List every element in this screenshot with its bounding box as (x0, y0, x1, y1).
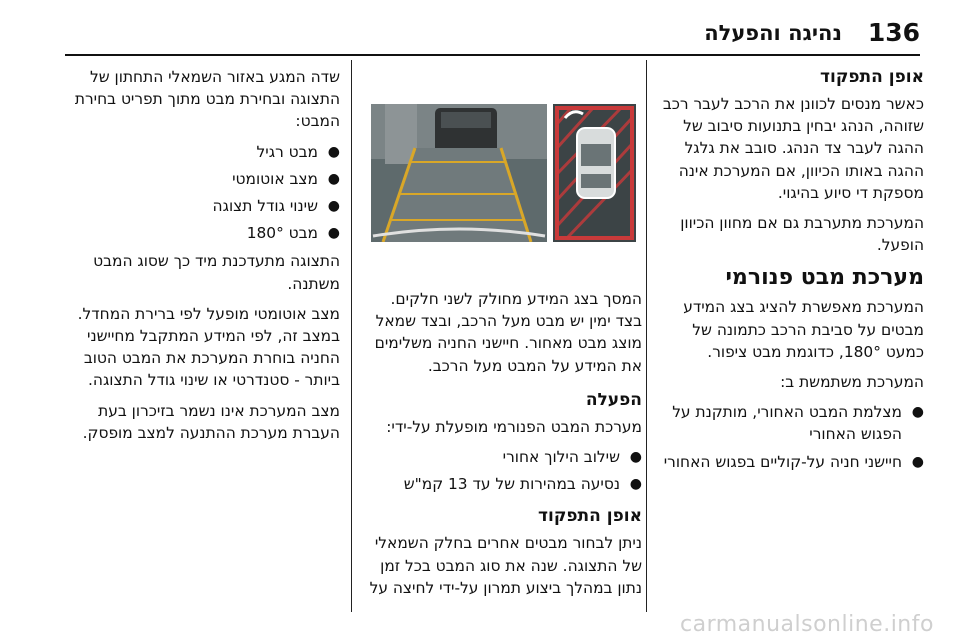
bullet-icon: ● (911, 404, 924, 421)
bullet-icon: ● (327, 143, 340, 160)
panoramic-view-image (371, 104, 636, 242)
page-number: 136 (867, 18, 920, 47)
paragraph: מערכת המבט הפנורמי מופעלת על-ידי: (386, 417, 642, 436)
bullet-icon: ● (911, 453, 924, 470)
bullet-icon: ● (327, 198, 340, 215)
paragraph: ניתן לבחור מבטים אחרים בחלק השמאלי של התצוגה. שנה את סוג המבט בכל זמן נתון במהלך ביצוע תמרון על-ידי לחיצה על (369, 534, 642, 597)
paragraph: כאשר מנסים לכוונן את הרכב לעבר רכב שזוהה, הנהג יבחין בתנועות סיבוב של ההגה לעבר צד הנהג. סובב את גלגל ההגה באותו הכיוון, אם המערכת אינה מספקת די סיוע בהיגוי. (662, 95, 924, 202)
list-item: ● מצב אוטומטי (66, 168, 340, 190)
paragraph: המערכת מאפשרת להציג בצג המידע מבטים על סביבת הרכב כתמונה של כמעט 180°, כדוגמת מבט ציפור. (683, 298, 924, 361)
middle-column (362, 288, 642, 607)
bullet-icon: ● (327, 170, 340, 187)
figure-caption: המסך בצג המידע מחולק לשני חלקים. בצד ימין יש מבט מעל הרכב, ובצד שמאל מוצג מבט מאחור. חיישני החניה משלימים את המידע על המבט מעל הרכב. (374, 290, 642, 375)
bullet-list (66, 141, 340, 245)
column-divider-right (646, 60, 647, 612)
page-header (0, 0, 960, 56)
bullet-list (652, 401, 924, 473)
left-column (66, 66, 340, 452)
section-heading-function: אופן התפקוד (820, 67, 924, 87)
bullet-list (362, 446, 642, 495)
section-heading-panoramic: מערכת מבט פנורמי (725, 265, 924, 291)
top-down-view (553, 104, 636, 242)
list-item: ● נסיעה במהירות של עד 13 קמ"ש (362, 473, 642, 495)
section-heading-function: אופן התפקוד (538, 506, 642, 527)
list-item: ● מבט 180° (66, 222, 340, 244)
camera-view-illustration (371, 104, 636, 242)
list-item: ● שילוב הילוך אחורי (362, 446, 642, 468)
header-rule (65, 54, 920, 56)
list-item: ● מבט רגיל (66, 141, 340, 163)
bullet-icon: ● (629, 449, 642, 466)
rear-camera-view (371, 104, 547, 242)
list-item: ● חיישני חניה על-קוליים בפגוש האחורי (652, 451, 924, 473)
bullet-icon: ● (327, 225, 340, 242)
column-divider-left (351, 60, 352, 612)
section-heading-activation: הפעלה (585, 389, 642, 410)
paragraph: מצב המערכת אינו נשמר בזיכרון בעת העברת מערכת ההתנעה למצב מופסק. (82, 401, 340, 442)
list-item: ● שינוי גודל תצוגה (66, 195, 340, 217)
paragraph: שדה המגע באזור השמאלי התחתון של התצוגה ובחירת מבט מתוך תפריט בחירת המבט: (74, 68, 340, 131)
chapter-title: נהיגה והפעלה (704, 21, 842, 45)
right-column (652, 66, 924, 479)
bullet-icon: ● (629, 476, 642, 493)
paragraph: המערכת מתערבת גם אם מחוון הכיוון הופעל. (680, 214, 924, 255)
list-item: ● מצלמת המבט האחורי, מותקנת על הפגוש האחורי (672, 403, 924, 444)
paragraph: המערכת משתמשת ב: (780, 373, 924, 392)
watermark-text: carmanualsonline.info (680, 612, 934, 637)
paragraph: התצוגה מתעדכנת מיד כך שסוג המבט משתנה. (93, 252, 340, 293)
paragraph: מצב אוטומטי מופעל לפי ברירת המחדל. במצב זה, לפי המידע המתקבל מחיישני החניה בוחרת המערכת את המבט הטוב ביותר - סטנדרטי או שינוי גודל התצוגה. (77, 304, 340, 390)
